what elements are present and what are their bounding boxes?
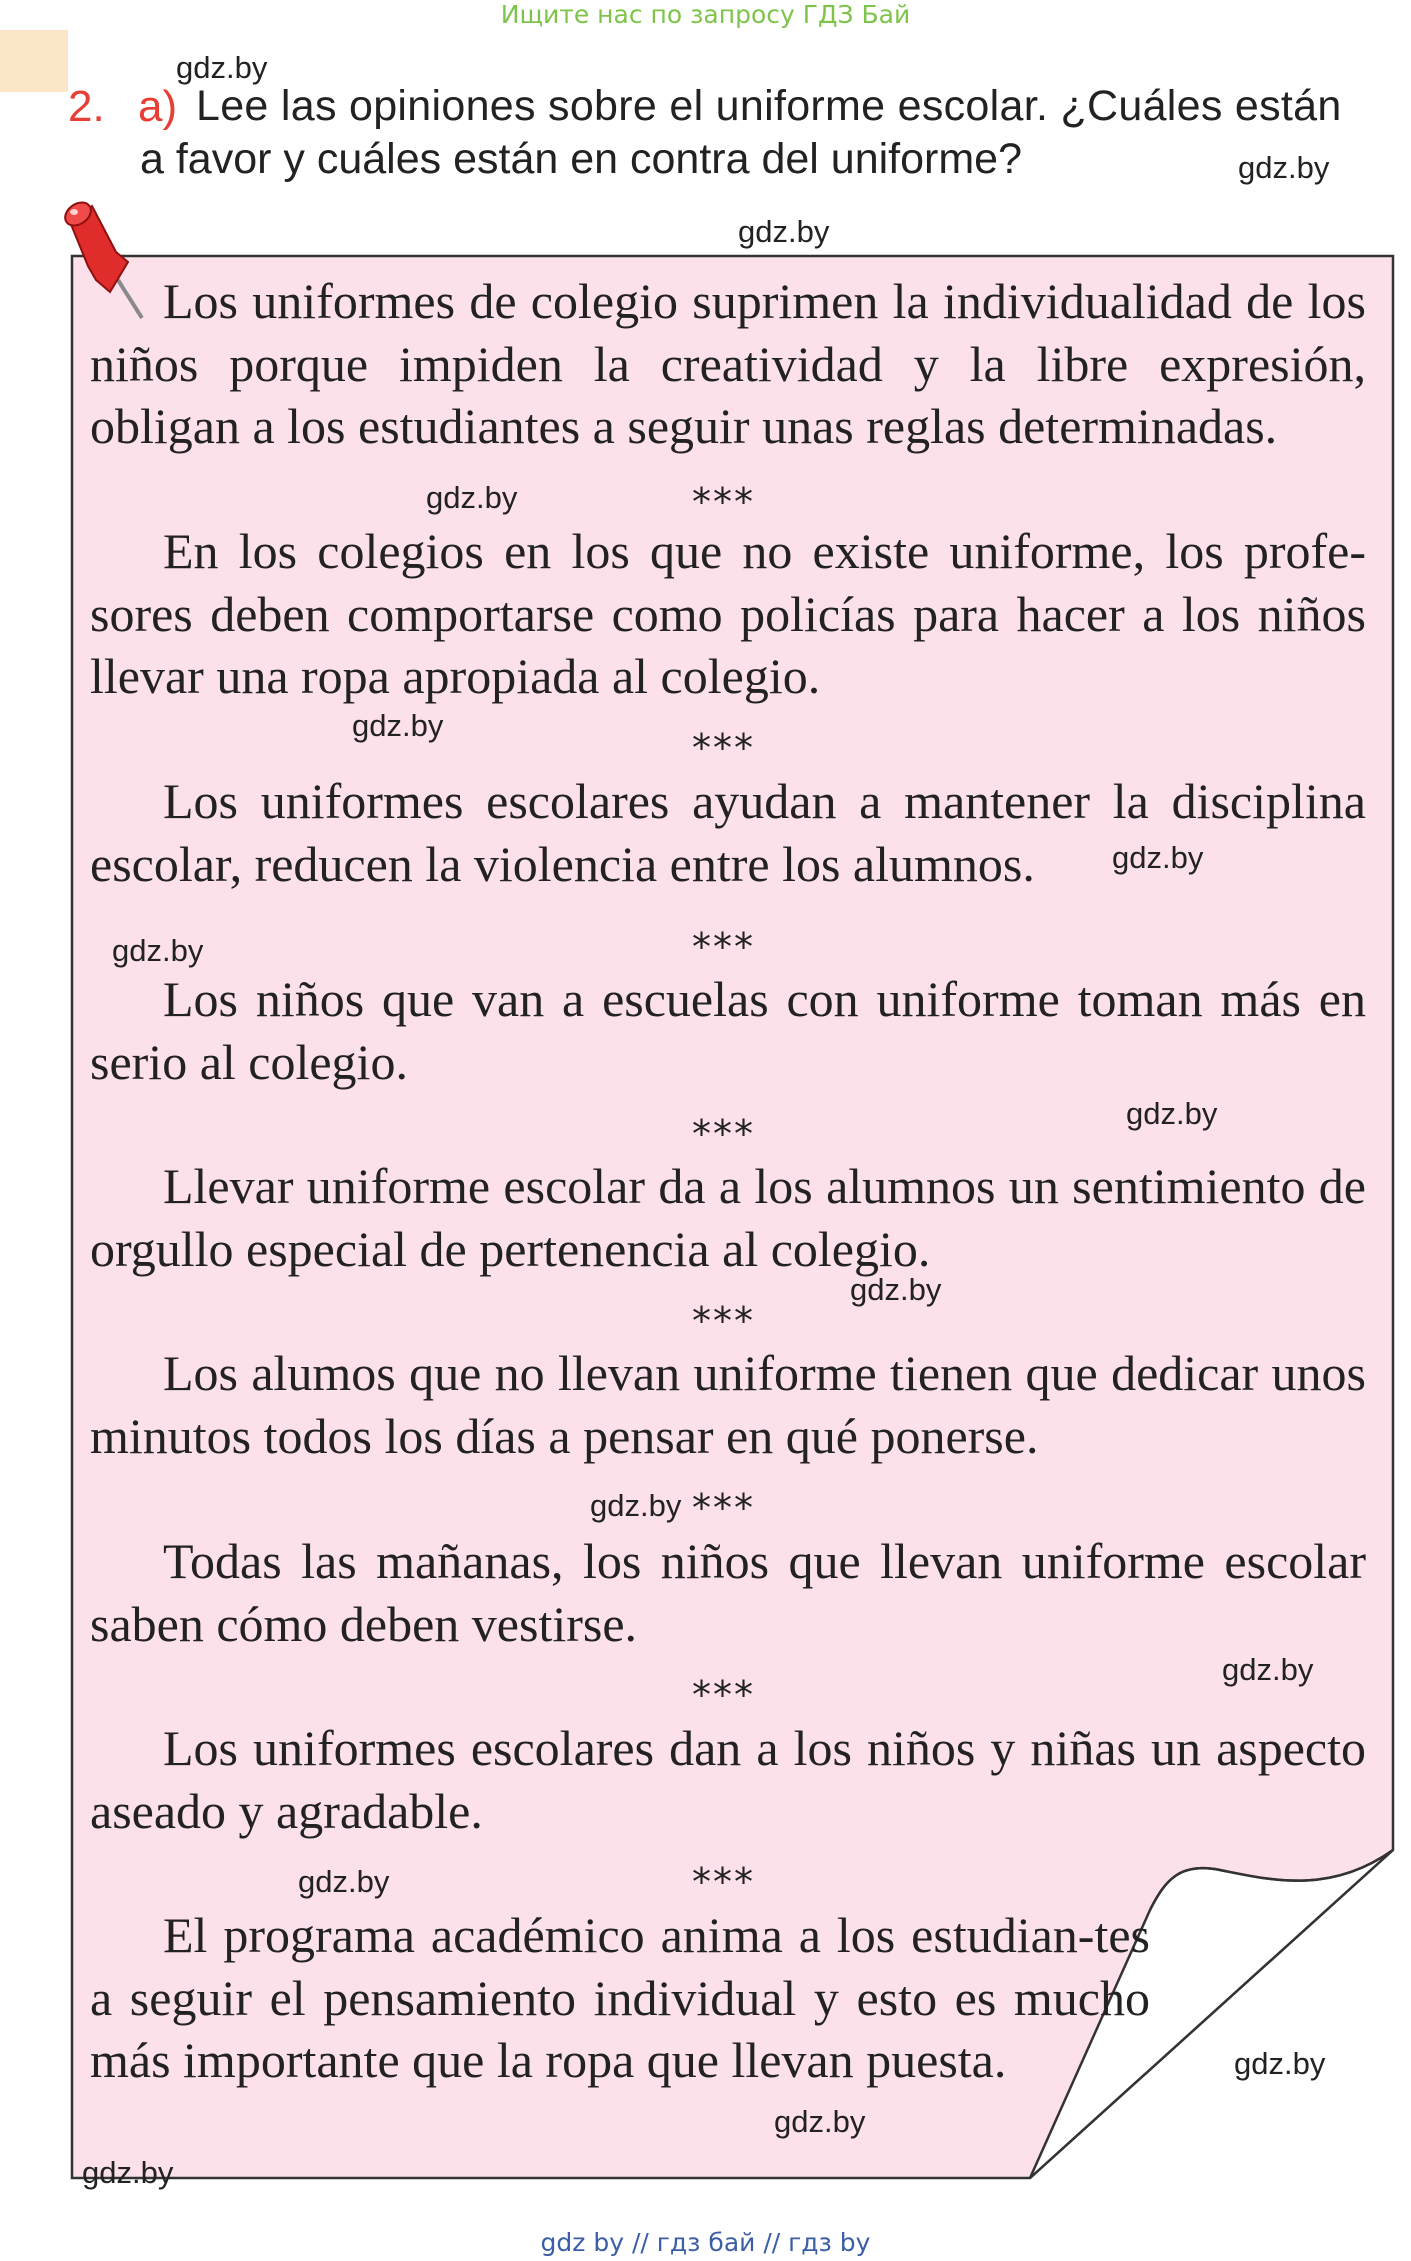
separator-stars: ***	[692, 1299, 755, 1343]
separator-stars: ***	[692, 726, 755, 770]
opinion-paragraph: El programa académico anima a los estudian-tes a seguir el pensamiento individual y esto es mucho más importante que la ropa que llevan puesta.	[90, 1907, 1150, 2088]
watermark: gdz.by	[352, 708, 444, 743]
opinion-paragraph: Los uniformes de colegio suprimen la individualidad de los niños porque impiden la creatividad y la libre expresión, obligan a los estudiantes a seguir unas reglas determinadas.	[90, 273, 1366, 454]
watermark: gdz.by	[1234, 2046, 1326, 2081]
task-text-line-1: Lee las opiniones sobre el uniforme escolar. ¿Cuáles están	[196, 82, 1342, 130]
watermark: gdz.by	[1222, 1652, 1314, 1687]
watermark: gdz.by	[1238, 150, 1330, 185]
separator-stars: ***	[692, 1486, 755, 1530]
watermark: gdz.by	[738, 214, 830, 249]
watermark: gdz.by	[298, 1864, 390, 1899]
opinion-paragraph: En los colegios en los que no existe uniforme, los profe-sores deben comportarse como policías para hacer a los niños llevar una ropa apropiada al colegio.	[90, 523, 1366, 704]
separator-stars: ***	[692, 1112, 755, 1156]
opinion-paragraph: Los niños que van a escuelas con uniforme toman más en serio al colegio.	[90, 971, 1366, 1090]
watermark: gdz.by	[850, 1272, 942, 1307]
exercise-number: 2.	[68, 82, 105, 131]
opinion-paragraph: Los alumos que no llevan uniforme tienen que dedicar unos minutos todos los días a pensar en qué ponerse.	[90, 1345, 1366, 1464]
top-banner: Ищите нас по запросу ГДЗ Бай	[500, 0, 911, 29]
watermark: gdz.by	[82, 2155, 174, 2190]
watermark: gdz.by	[1126, 1096, 1218, 1131]
separator-stars: ***	[692, 1860, 755, 1904]
footer-links: gdz by // гдз бай // гдз by	[540, 2228, 871, 2257]
watermark: gdz.by	[1112, 840, 1204, 875]
opinion-paragraph: Todas las mañanas, los niños que llevan uniforme escolar saben cómo deben vestirse.	[90, 1533, 1366, 1652]
watermark: gdz.by	[590, 1488, 682, 1523]
opinion-paragraph: Los uniformes escolares ayudan a mantener la disciplina escolar, reducen la violencia entre los alumnos.	[90, 773, 1366, 892]
task-text-line-2: a favor y cuáles están en contra del uniforme?	[140, 135, 1023, 183]
exercise-letter: a)	[138, 82, 178, 131]
opinion-paragraph: Los uniformes escolares dan a los niños y niñas un aspecto aseado y agradable.	[90, 1720, 1366, 1839]
separator-stars: ***	[692, 480, 755, 524]
watermark: gdz.by	[176, 50, 268, 85]
separator-stars: ***	[692, 925, 755, 969]
watermark: gdz.by	[426, 480, 518, 515]
opinion-paragraph: Llevar uniforme escolar da a los alumnos un sentimiento de orgullo especial de pertenencia al colegio.	[90, 1158, 1366, 1277]
separator-stars: ***	[692, 1673, 755, 1717]
watermark: gdz.by	[774, 2104, 866, 2139]
watermark: gdz.by	[112, 933, 204, 968]
